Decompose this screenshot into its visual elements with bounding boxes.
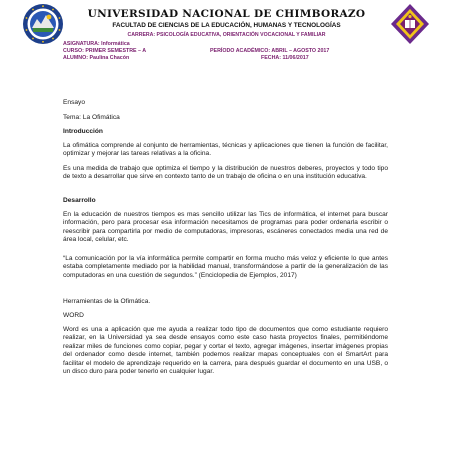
intro-paragraph-2: Es una medida de trabajo que optimiza el tiempo y la distribución de nuestros deberes, proyectos y todo tipo de texto a desarrollar que sirve en contexto tanto de un trabajo de oficina o en una institución educativa. — [63, 165, 388, 181]
faculty-title: FACULTAD DE CIENCIAS DE LA EDUCACIÓN, HUMANAS Y TECNOLOGÍAS — [112, 22, 341, 29]
word-paragraph: Word es una a aplicación que me ayuda a realizar todo tipo de documentos que como estudiante requiero realizar, en la Universidad ya sea desde ensayos como este caso hasta proyectos finales, permitiéndome realizar miles de funciones como copiar, pegar y cortar el texto, agregar imágenes, insertar imágenes propias del ordenador como desde internet, también podemos realizar mapas conceptuales con el SmartArt para facilitar el modelo de aprendizaje requerido en la carrera, para después guardar el documento en una USB, o un disco duro para poder tenerlo en cualquier lugar. — [63, 326, 388, 376]
faculty-emblem-logo — [389, 3, 431, 45]
unach-seal-logo — [22, 3, 64, 45]
meta-periodo: PERÍODO ACADÉMICO: ABRIL – AGOSTO 2017 — [210, 48, 330, 54]
word-heading: WORD — [63, 312, 84, 319]
doc-type: Ensayo — [63, 99, 85, 106]
meta-asignatura: ASIGNATURA: Informática — [63, 41, 130, 47]
career-title: CARRERA: PSICOLOGÍA EDUCATIVA, ORIENTACIÓN VOCACIONAL Y FAMILIAR — [127, 32, 326, 38]
meta-left — [63, 41, 146, 62]
meta-spacer — [210, 41, 329, 48]
development-paragraph-1: En la educación de nuestros tiempos es mas sencillo utilizar las Tics de informática, el internet para buscar información, pero para procesar esa información necesitamos de programas para poder ordenarla escribir o reescribir para compartirla por medio de computadoras, impresoras, escáneres conectados media una red de área local, celular, etc. — [63, 211, 388, 244]
meta-curso: CURSO: PRIMER SEMESTRE – A — [63, 48, 147, 54]
doc-topic: Tema: La Ofimática — [63, 114, 120, 121]
university-title: UNIVERSIDAD NACIONAL DE CHIMBORAZO — [87, 8, 366, 20]
intro-heading: Introducción — [63, 128, 103, 135]
quote-paragraph: “La comunicación por la vía informática permite compartir en forma mucho más veloz y eficiente lo que antes estaba completamente mediado por la habilidad manual, transformándose a partir de la generalización de las computadoras en una cuestión de segundos.” (Enciclopedia de Ejemplos, 2017) — [63, 255, 388, 279]
meta-alumno: ALUMNO: Paulina Chacón — [63, 55, 130, 61]
meta-right — [210, 41, 329, 62]
intro-paragraph-1: La ofimática comprende al conjunto de herramientas, técnicas y aplicaciones que tienen la función de facilitar, optimizar y mejorar las tareas relativas a la oficina. — [63, 142, 388, 158]
tools-heading: Herramientas de la Ofimática. — [63, 298, 151, 305]
development-heading: Desarrollo — [63, 197, 96, 204]
meta-fecha: FECHA: 11/06/2017 — [261, 55, 309, 61]
